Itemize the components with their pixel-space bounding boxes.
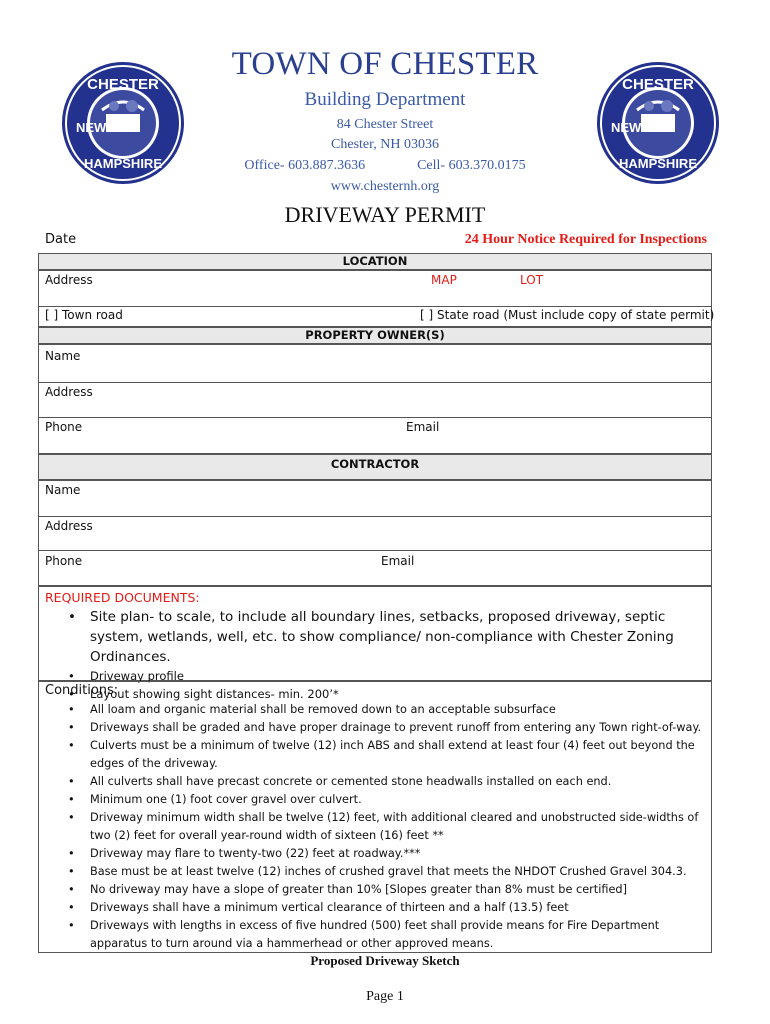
contractor-phone-label: Phone	[45, 554, 83, 568]
owner-name-label: Name	[45, 349, 81, 363]
list-item: • Driveways shall have a minimum vertical clearance of thirteen and a half (13.5) feet	[38, 899, 710, 917]
list-item: • Driveway profile	[38, 667, 698, 685]
list-item: • Driveways shall be graded and have proper drainage to prevent runoff from entering any Town right-of-way.	[38, 719, 710, 737]
list-item: • Driveways with lengths in excess of five hundred (500) feet shall provide means for Fire Department apparatus to turn around via a hammerhead or other approved means.	[38, 917, 710, 953]
location-divider	[38, 306, 712, 307]
svg-text:CHESTER: CHESTER	[622, 76, 694, 93]
contractor-address-label: Address	[45, 519, 93, 533]
website-link[interactable]: www.chesternh.org	[330, 179, 440, 194]
list-item: • Site plan- to scale, to include all boundary lines, setbacks, proposed driveway, septic system, wetlands, well, etc. to show compliance/ non-compliance with Chester Zoning Ordinances.	[38, 607, 698, 667]
svg-text:NEW: NEW	[76, 120, 107, 135]
svg-text:CHESTER: CHESTER	[87, 76, 159, 93]
contractor-box	[38, 480, 712, 586]
town-road-checkbox[interactable]: [ ] Town road	[45, 308, 123, 322]
list-item: • Layout showing sight distances- min. 200’*	[38, 685, 698, 703]
list-item: • Culverts must be a minimum of twelve (12) inch ABS and shall extend at least four (4) feet out beyond the edges of the driveway.	[38, 737, 710, 773]
date-label: Date	[45, 232, 77, 247]
conditions-list	[38, 701, 710, 953]
owner-phone-label: Phone	[45, 420, 83, 434]
inspection-notice: 24 Hour Notice Required for Inspections	[464, 232, 707, 247]
form-title: DRIVEWAY PERMIT	[284, 202, 486, 227]
contractor-divider-2	[38, 550, 712, 551]
required-docs-title: REQUIRED DOCUMENTS:	[45, 590, 200, 605]
location-address-label: Address	[45, 273, 93, 287]
svg-text:HAMPSHIRE: HAMPSHIRE	[618, 156, 698, 171]
list-item: • Driveway may flare to twenty-two (22) feet at roadway.***	[38, 845, 710, 863]
contractor-heading: CONTRACTOR	[38, 454, 712, 480]
owner-email-label: Email	[406, 420, 440, 434]
list-item: • Minimum one (1) foot cover gravel over culvert.	[38, 791, 710, 809]
department-name: Building Department	[304, 89, 466, 110]
street-address: 84 Chester Street	[336, 117, 434, 132]
owner-divider-1	[38, 382, 712, 383]
cell-phone: Cell- 603.370.0175	[417, 158, 526, 173]
state-road-checkbox[interactable]: [ ] State road (Must include copy of state permit)	[420, 308, 715, 322]
phone-numbers	[0, 158, 770, 174]
location-heading: LOCATION	[38, 253, 712, 270]
owner-heading: PROPERTY OWNER(S)	[38, 327, 712, 344]
town-title: TOWN OF CHESTER	[231, 46, 539, 82]
list-item: • All culverts shall have precast concrete or cemented stone headwalls installed on each end.	[38, 773, 710, 791]
city-state-zip: Chester, NH 03036	[331, 137, 439, 152]
owner-box	[38, 344, 712, 454]
list-item: • Base must be at least twelve (12) inches of crushed gravel that meets the NHDOT Crushed Gravel 304.3.	[38, 863, 710, 881]
contractor-email-label: Email	[381, 554, 415, 568]
page-number: Page 1	[366, 989, 404, 1004]
sketch-title: Proposed Driveway Sketch	[310, 953, 460, 968]
contractor-divider-1	[38, 516, 712, 517]
svg-text:NEW: NEW	[611, 120, 642, 135]
owner-address-label: Address	[45, 385, 93, 399]
list-item: • All loam and organic material shall be removed down to an acceptable subsurface	[38, 701, 710, 719]
list-item: • Driveway minimum width shall be twelve (12) feet, with additional cleared and unobstructed side-widths of two (2) feet for overall year-round width of sixteen (16) feet **	[38, 809, 710, 845]
owner-divider-2	[38, 417, 712, 418]
lot-label: LOT	[520, 273, 544, 287]
contractor-name-label: Name	[45, 483, 81, 497]
svg-text:HAMPSHIRE: HAMPSHIRE	[83, 156, 163, 171]
map-label: MAP	[431, 273, 457, 287]
list-item: • No driveway may have a slope of greater than 10% [Slopes greater than 8% must be certified]	[38, 881, 710, 899]
conditions-title: Conditions:	[45, 683, 119, 698]
office-phone: Office- 603.887.3636	[244, 158, 366, 173]
